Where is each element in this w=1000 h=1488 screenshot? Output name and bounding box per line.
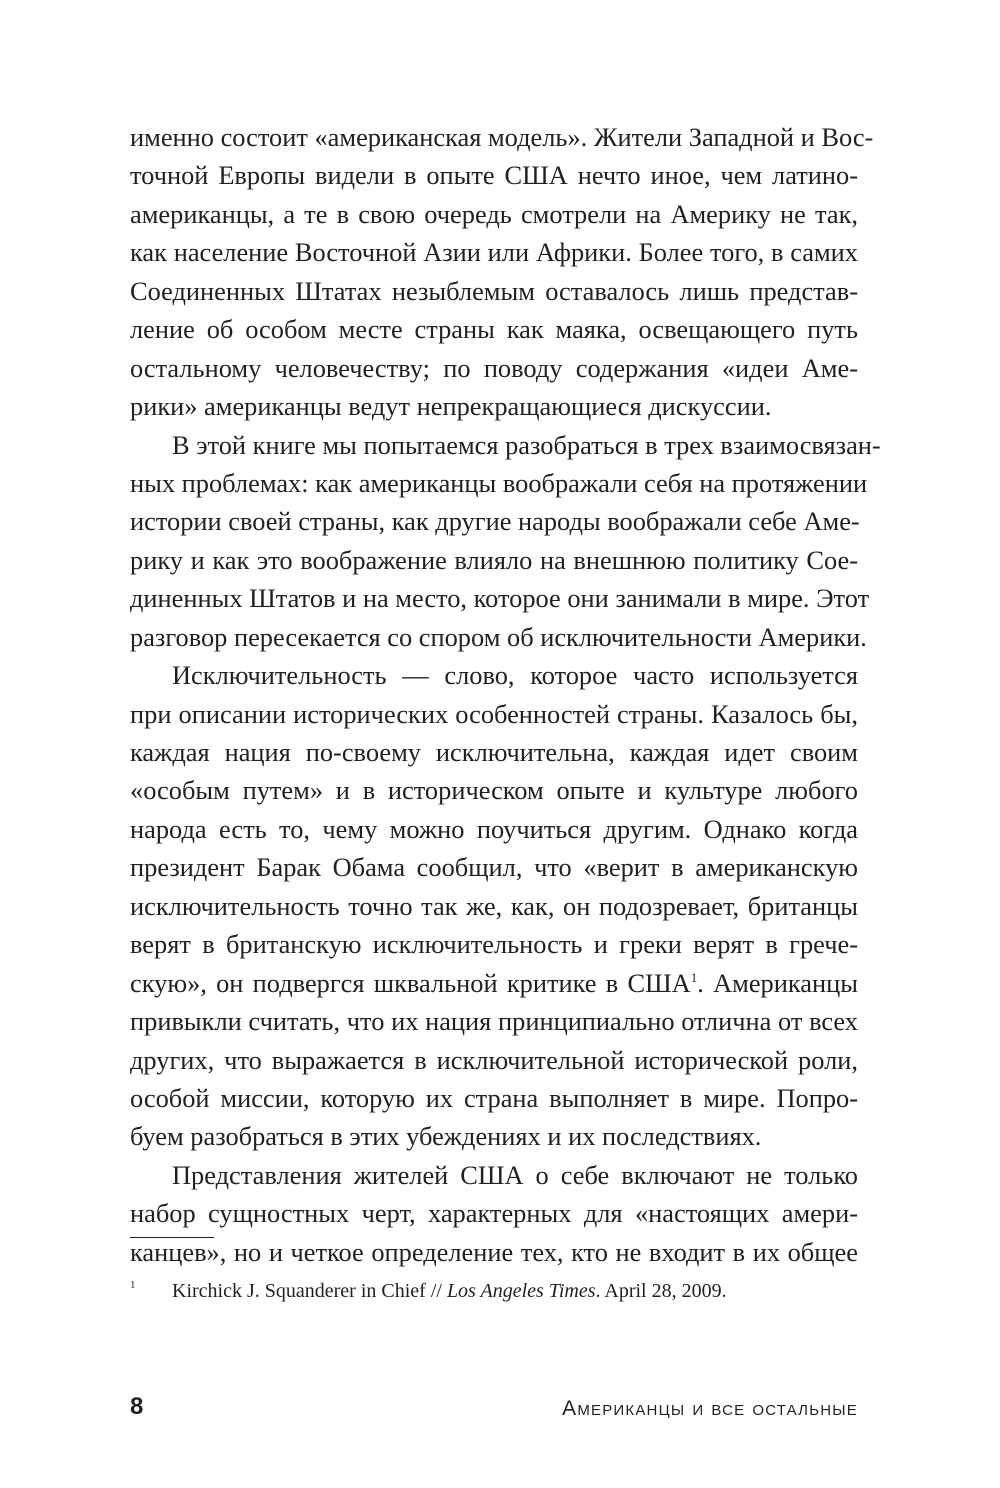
text-line: Представления жителей США о себе включают не только — [172, 1159, 858, 1190]
text-line: исключительность точно так же, как, он подозревает, британцы — [130, 890, 858, 921]
text-line: буем разобраться в этих убеждениях и их последствиях. — [130, 1121, 762, 1152]
footnote — [130, 1278, 858, 1304]
footnote-divider — [130, 1237, 214, 1238]
text-line: истории своей страны, как другие народы воображали себе Аме- — [130, 506, 860, 537]
text-line: при описании исторических особенностей страны. Казалось бы, — [130, 698, 858, 729]
text-line: рику и как это воображение влияло на внешнюю политику Сое- — [130, 544, 858, 575]
running-head: Американцы и все остальные — [562, 1397, 858, 1420]
text-line: рики» американцы ведут непрекращающиеся дискуссии. — [130, 391, 772, 422]
footnote-reference[interactable]: 1 — [690, 969, 698, 985]
text-line: каждая нация по-своему исключительна, каждая идет своим — [130, 737, 858, 767]
footnote-text: Kirchick J. Squanderer in Chief // — [172, 1280, 442, 1302]
footnote-date: . April 28, 2009. — [595, 1280, 727, 1302]
text-line: ление об особом месте страны как маяка, освещающего путь — [130, 314, 858, 345]
text-segment: . Американцы — [697, 967, 858, 998]
text-line: президент Барак Обама сообщил, что «верит в американскую — [130, 852, 858, 883]
text-line: особой миссии, которую их страна выполняет в мире. Попро- — [130, 1082, 858, 1113]
text-line: диненных Штатов и на место, которое они занимали в мире. Этот — [130, 583, 870, 614]
text-line: как население Восточной Азии или Африки. Более того, в самих — [130, 237, 858, 268]
text-line: Соединенных Штатах незыблемым оставалось лишь представ- — [130, 275, 858, 306]
text-line: точной Европы видели в опыте США нечто иное, чем латино- — [130, 160, 858, 191]
text-line: верят в британскую исключительность и греки верят в грече- — [130, 929, 858, 960]
text-line: «особым путем» и в историческом опыте и культуре любого — [130, 775, 858, 806]
text-segment: скую», он подвергся шквальной критике в США — [130, 967, 691, 998]
text-line: канцев», но и четкое определение тех, кто не входит в их общее — [130, 1236, 858, 1267]
text-line: привыкли считать, что их нация принципиально отлична от всех — [130, 1006, 858, 1037]
text-line: В этой книге мы попытаемся разобраться в трех взаимосвязан- — [172, 429, 881, 460]
text-line: других, что выражается в исключительной исторической роли, — [130, 1044, 858, 1075]
text-line: ных проблемах: как американцы воображали себя на протяжении — [130, 467, 868, 498]
text-line: народа есть то, чему можно поучиться другим. Однако когда — [130, 813, 858, 844]
text-line: разговор пересекается со спором об исключительности Америки. — [130, 621, 867, 652]
footnote-number: 1 — [130, 1279, 136, 1291]
footnote-source-title: Los Angeles Times — [446, 1280, 596, 1302]
text-line: американцы, а те в свою очередь смотрели на Америку не так, — [130, 198, 858, 229]
page-number: 8 — [130, 1393, 144, 1420]
text-line: остальному человечеству; по поводу содержания «идеи Аме- — [130, 352, 858, 383]
body-text — [130, 118, 881, 1271]
text-line-with-footnote-ref — [130, 964, 858, 1002]
text-line: именно состоит «американская модель». Жители Западной и Вос- — [130, 122, 874, 152]
text-line: Исключительность — слово, которое часто используется — [172, 660, 858, 691]
text-line: набор сущностных черт, характерных для «настоящих амери- — [130, 1198, 858, 1229]
